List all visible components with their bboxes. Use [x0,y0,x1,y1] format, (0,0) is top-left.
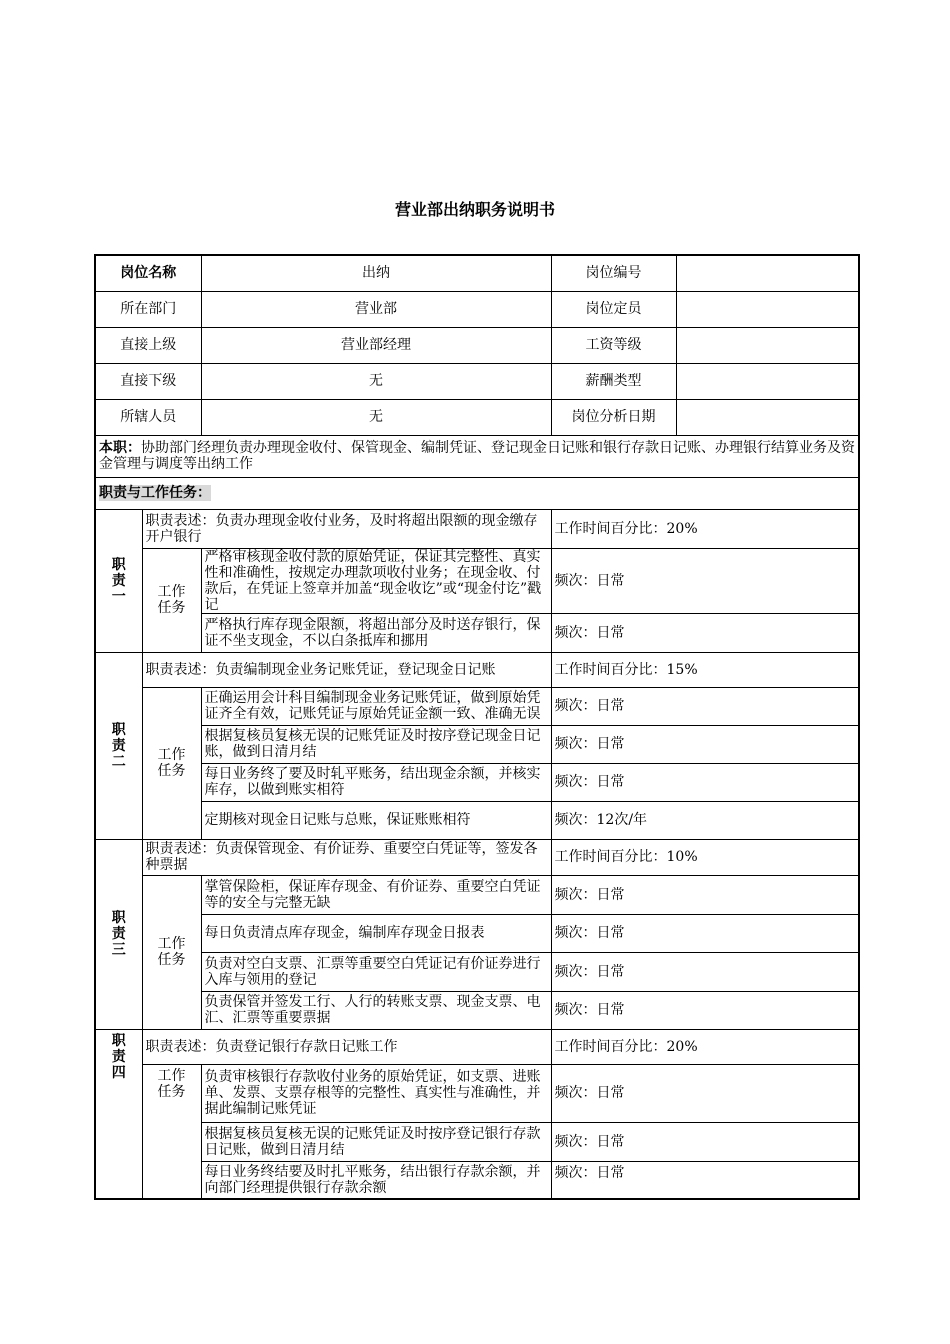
duty-percent: 工作时间百分比：20% [551,509,859,548]
duty-label: 职 责 四 [95,1029,142,1199]
info-label: 所在部门 [95,291,201,327]
info-row [95,291,859,327]
info-value-2 [676,327,859,363]
task-row [95,613,859,652]
info-label: 所辖人员 [95,399,201,435]
task-frequency: 频次：日常 [551,914,859,952]
info-value: 无 [201,399,551,435]
task-row [95,763,859,801]
info-value: 出纳 [201,255,551,291]
info-label: 直接下级 [95,363,201,399]
task-row [95,548,859,613]
job-summary [95,435,859,477]
section-header-row [95,477,859,509]
work-task-label: 工作 任务 [142,1064,201,1199]
task-text: 正确运用会计科目编制现金业务记账凭证，做到原始凭证齐全有效，记账凭证与原始凭证金额一致、准确无误 [201,687,551,725]
task-text: 负责保管并签发工行、人行的转账支票、现金支票、电汇、汇票等重要票据 [201,991,551,1029]
info-label-2: 工资等级 [551,327,676,363]
task-row [95,801,859,839]
task-row [95,1122,859,1161]
duty-label: 职 责 一 [95,509,142,652]
info-label-2: 岗位编号 [551,255,676,291]
info-value: 营业部经理 [201,327,551,363]
duty-desc-row [95,652,859,687]
task-row [95,725,859,763]
work-task-label: 工作 任务 [142,548,201,652]
task-row [95,687,859,725]
task-text: 每日负责清点库存现金，编制库存现金日报表 [201,914,551,952]
task-text: 每日业务终了要及时轧平账务，结出现金余额，并核实库存，以做到账实相符 [201,763,551,801]
duty-percent: 工作时间百分比：20% [551,1029,859,1064]
task-text: 根据复核员复核无误的记账凭证及时按序登记银行存款日记账，做到日清月结 [201,1122,551,1161]
page-title: 营业部出纳职务说明书 [394,200,555,219]
task-frequency: 频次：12次/年 [551,801,859,839]
duty-description: 职责表述：负责办理现金收付业务，及时将超出限额的现金缴存开户银行 [142,509,551,548]
duty-label: 职 责 二 [95,652,142,839]
duty-percent: 工作时间百分比：15% [551,652,859,687]
task-text: 负责对空白支票、汇票等重要空白凭证记有价证券进行入库与领用的登记 [201,952,551,991]
info-label: 直接上级 [95,327,201,363]
task-row [95,875,859,914]
info-value-2 [676,399,859,435]
task-frequency: 频次：日常 [551,1122,859,1161]
duty-description: 职责表述：负责保管现金、有价证券、重要空白凭证等，签发各种票据 [142,839,551,875]
info-label-2: 岗位定员 [551,291,676,327]
info-value-2 [676,291,859,327]
task-frequency: 频次：日常 [551,1064,859,1122]
duty-description: 职责表述：负责编制现金业务记账凭证，登记现金日记账 [142,652,551,687]
duty-desc-row [95,839,859,875]
summary-label: 本职： [99,440,141,456]
task-text: 每日业务终结要及时扎平账务，结出银行存款余额，并向部门经理提供银行存款余额 [201,1161,551,1199]
task-text: 严格执行库存现金限额，将超出部分及时送存银行，保证不坐支现金，不以白条抵库和挪用 [201,613,551,652]
info-row [95,255,859,291]
task-frequency: 频次：日常 [551,687,859,725]
task-text: 严格审核现金收付款的原始凭证，保证其完整性、真实性和准确性，按规定办理款项收付业务；在现金收、付款后，在凭证上签章并加盖“现金收讫”或“现金付讫”戳记 [201,548,551,613]
info-value-2 [676,363,859,399]
duty-label: 职 责 三 [95,839,142,1029]
task-text: 掌管保险柜，保证库存现金、有价证券、重要空白凭证等的安全与完整无缺 [201,875,551,914]
task-row [95,952,859,991]
info-value: 营业部 [201,291,551,327]
duty-desc-row [95,1029,859,1064]
task-frequency: 频次：日常 [551,1161,859,1199]
task-row [95,1064,859,1122]
duty-percent: 工作时间百分比：10% [551,839,859,875]
summary-text: 协助部门经理负责办理现金收付、保管现金、编制凭证、登记现金日记账和银行存款日记账、办理银行结算业务及资金管理与调度等出纳工作 [99,440,855,472]
work-task-label: 工作 任务 [142,875,201,1029]
section-title [95,477,859,509]
task-frequency: 频次：日常 [551,952,859,991]
info-label: 岗位名称 [95,255,201,291]
task-frequency: 频次：日常 [551,763,859,801]
work-task-label: 工作 任务 [142,687,201,839]
summary-row [95,435,859,477]
duty-desc-row [95,509,859,548]
job-description-table [94,254,860,1200]
duty-description: 职责表述：负责登记银行存款日记账工作 [142,1029,551,1064]
task-text: 负责审核银行存款收付业务的原始凭证，如支票、进账单、发票、支票存根等的完整性、真实性与准确性，并据此编制记账凭证 [201,1064,551,1122]
task-text: 定期核对现金日记账与总账，保证账账相符 [201,801,551,839]
info-row [95,399,859,435]
task-frequency: 频次：日常 [551,613,859,652]
task-frequency: 频次：日常 [551,991,859,1029]
task-row [95,914,859,952]
task-row [95,1161,859,1199]
task-frequency: 频次：日常 [551,548,859,613]
info-row [95,327,859,363]
info-label-2: 薪酬类型 [551,363,676,399]
info-value: 无 [201,363,551,399]
task-frequency: 频次：日常 [551,725,859,763]
info-label-2: 岗位分析日期 [551,399,676,435]
info-row [95,363,859,399]
task-frequency: 频次：日常 [551,875,859,914]
section-title-text: 职责与工作任务： [99,485,211,501]
task-row [95,991,859,1029]
task-text: 根据复核员复核无误的记账凭证及时按序登记现金日记账，做到日清月结 [201,725,551,763]
info-value-2 [676,255,859,291]
